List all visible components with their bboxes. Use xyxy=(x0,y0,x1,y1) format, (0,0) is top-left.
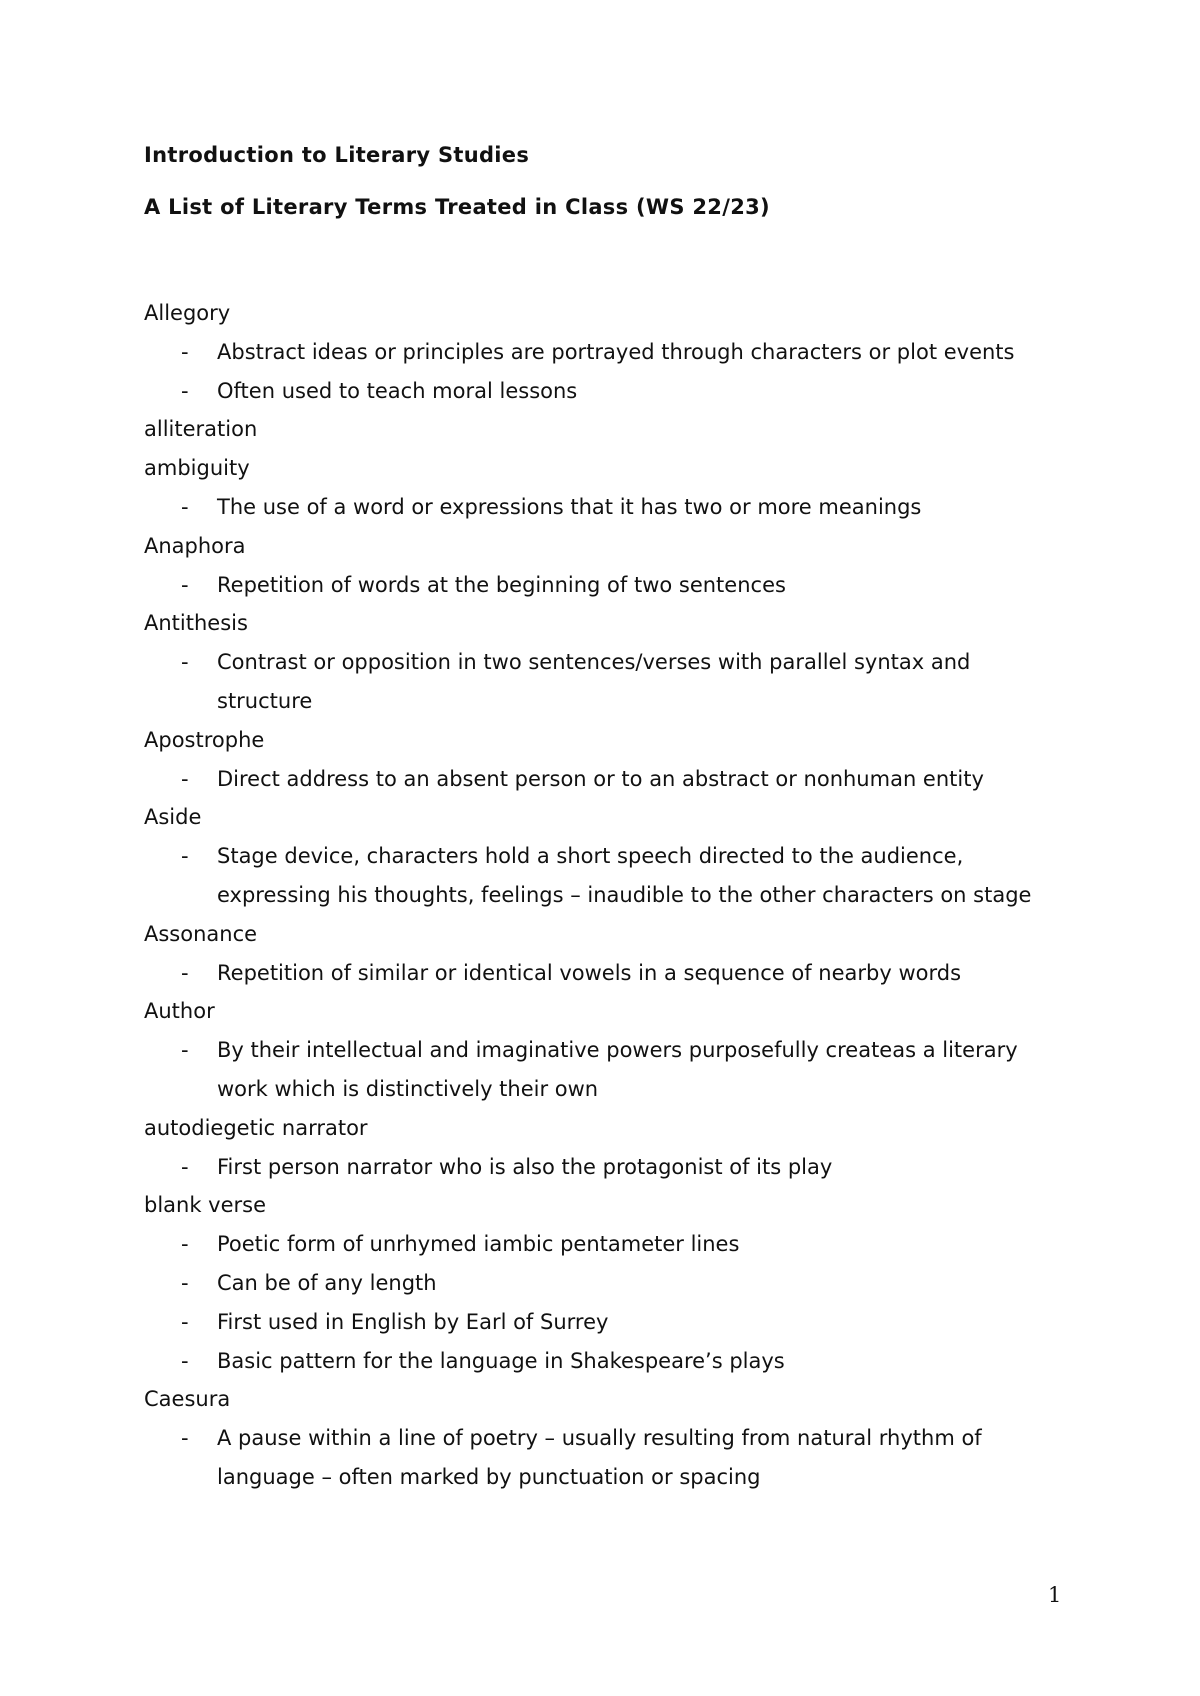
definition-text: First person narrator who is also the protagonist of its play xyxy=(217,1154,833,1179)
definition-item xyxy=(144,643,1064,721)
definition-text: First used in English by Earl of Surrey xyxy=(217,1309,609,1334)
bullet-dash: - xyxy=(181,1232,189,1257)
definition-item xyxy=(144,488,1064,527)
definition-text: A pause within a line of poetry – usually resulting from natural rhythm of language – often marked by punctuation or spacing xyxy=(217,1426,982,1489)
definition-list xyxy=(144,566,1064,605)
bullet-dash: - xyxy=(181,1348,189,1373)
definition-item xyxy=(144,333,1064,372)
document-title: Introduction to Literary Studies xyxy=(144,143,530,167)
term-list xyxy=(144,294,1064,1497)
definition-text: Stage device, characters hold a short speech directed to the audience, expressing his thoughts, feelings – inaudible to the other characters on stage xyxy=(217,844,1032,907)
definition-item xyxy=(144,837,1064,915)
glossary-term: Allegory xyxy=(144,301,231,325)
glossary-term: alliteration xyxy=(144,417,258,442)
definition-item xyxy=(144,1303,1064,1342)
definition-item xyxy=(144,1031,1064,1109)
bullet-dash: - xyxy=(181,1309,189,1334)
document-content xyxy=(144,138,1064,1497)
bullet-dash: - xyxy=(181,1154,189,1179)
definition-text: Direct address to an absent person or to an abstract or nonhuman entity xyxy=(217,766,984,791)
definition-text: The use of a word or expressions that it has two or more meanings xyxy=(217,494,922,519)
definition-list xyxy=(144,760,1064,799)
definition-item xyxy=(144,1225,1064,1264)
glossary-term: Anaphora xyxy=(144,533,246,558)
page-number: 1 xyxy=(1048,1583,1062,1607)
bullet-dash: - xyxy=(181,339,189,364)
definition-list xyxy=(144,333,1064,411)
definition-text: Can be of any length xyxy=(217,1270,437,1295)
definition-item xyxy=(144,1419,1064,1497)
definition-list xyxy=(144,1225,1064,1380)
definition-item xyxy=(144,372,1064,411)
bullet-dash: - xyxy=(181,572,189,597)
definition-item xyxy=(144,1264,1064,1303)
bullet-dash: - xyxy=(181,844,189,869)
definition-list xyxy=(144,837,1064,915)
bullet-dash: - xyxy=(181,494,189,519)
glossary-term: Apostrophe xyxy=(144,727,265,752)
glossary-term: autodiegetic narrator xyxy=(144,1115,368,1140)
glossary-term: Aside xyxy=(144,805,202,830)
definition-text: Abstract ideas or principles are portrayed through characters or plot events xyxy=(217,339,1015,364)
definition-text: Often used to teach moral lessons xyxy=(217,378,578,403)
definition-item xyxy=(144,1342,1064,1381)
definition-text: Poetic form of unrhymed iambic pentameter lines xyxy=(217,1232,740,1257)
definition-list xyxy=(144,1031,1064,1109)
definition-list xyxy=(144,1148,1064,1187)
glossary-term: Caesura xyxy=(144,1387,231,1412)
definition-text: By their intellectual and imaginative powers purposefully createas a literary work which is distinctively their own xyxy=(217,1038,1018,1101)
glossary-term: blank verse xyxy=(144,1193,267,1218)
definition-text: Contrast or opposition in two sentences/verses with parallel syntax and structure xyxy=(217,650,971,713)
definition-text: Repetition of similar or identical vowels in a sequence of nearby words xyxy=(217,960,962,985)
glossary-term: Author xyxy=(144,999,215,1024)
definition-list xyxy=(144,954,1064,993)
bullet-dash: - xyxy=(181,960,189,985)
glossary-term: ambiguity xyxy=(144,456,250,481)
bullet-dash: - xyxy=(181,766,189,791)
bullet-dash: - xyxy=(181,650,189,675)
definition-item xyxy=(144,954,1064,993)
bullet-dash: - xyxy=(181,1426,189,1451)
definition-list xyxy=(144,1419,1064,1497)
definition-text: Repetition of words at the beginning of two sentences xyxy=(217,572,786,597)
definition-list xyxy=(144,488,1064,527)
definition-item xyxy=(144,1148,1064,1187)
definition-item xyxy=(144,566,1064,605)
definition-item xyxy=(144,760,1064,799)
definition-list xyxy=(144,643,1064,721)
bullet-dash: - xyxy=(181,1038,189,1063)
document-subtitle: A List of Literary Terms Treated in Class (WS 22/23) xyxy=(144,195,770,219)
definition-text: Basic pattern for the language in Shakespeare’s plays xyxy=(217,1348,785,1373)
bullet-dash: - xyxy=(181,1270,189,1295)
glossary-term: Antithesis xyxy=(144,611,248,636)
glossary-term: Assonance xyxy=(144,921,258,946)
bullet-dash: - xyxy=(181,378,189,403)
